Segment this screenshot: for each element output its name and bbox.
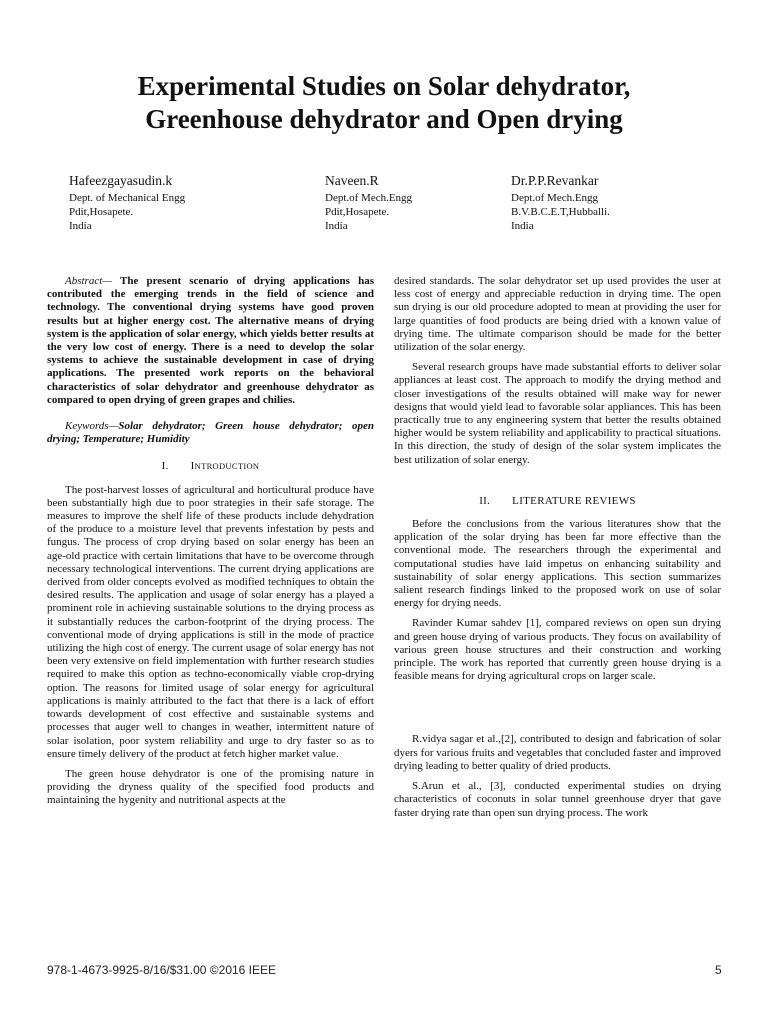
section-heading-literature [394,495,721,508]
left-column [47,275,374,808]
paper-title [40,70,728,136]
keywords [47,420,374,446]
abstract-lead: Abstract— [65,275,113,287]
author-block-1 [69,172,269,233]
title-line-2: Greenhouse dehydrator and Open drying [145,104,623,134]
page-number: 5 [715,963,722,977]
abstract [47,275,374,407]
abstract-body: The present scenario of drying applications has contributed the emerging trends in the field of science and technology. The conventional drying systems have good proven results but at higher energy cost. The alternative means of drying system is the application of solar energy, which yields better results at the very low cost of energy. There is a need to develop the solar systems to achieve the sustainable development in case of drying applications. The presented work reports on the behavioral characteristics of solar dehydrator and greenhouse dehydrator as compared to open drying of green grapes and chilies. [47,275,374,406]
intro-paragraph-2-cont: desired standards. The solar dehydrator set up used provides the user at less cost of energy and appreciable reduction in drying time. The open sun drying is our old procedure adopted to mean at providing the user for large quantities of food products are being dried with a known value of drying time. The ultimate comparison should be made for the better utilization of the solar energy. [394,275,721,354]
author-country: India [325,220,348,232]
footer-isbn: 978-1-4673-9925-8/16/$31.00 ©2016 IEEE [47,963,277,977]
intro-paragraph-3: Several research groups have made substantial efforts to deliver solar appliances at least cost. The approach to modify the drying method and closer investigations of the results obtained will make way for newer designs that would yield lead to favorable solar appliances. This has been practically true to any engineering system that better the results obtained higher would be system reliability and applicability to practical situations. In this direction, the study of design of the solar system implicates the best utilization of solar energy. [394,361,721,466]
author-dept: Dept.of Mech.Engg [511,192,599,204]
lit-paragraph-2: Ravinder Kumar sahdev [1], compared reviews on open sun drying and green house drying of various products. They focus on availability of various green house structures and their construction and working principle. The work has reported that currently green house drying is a feasible means for drying agricultural crops on larger scale. [394,617,721,683]
intro-paragraph-2: The green house dehydrator is one of the promising nature in providing the dryness quality of the specified food products and maintaining the hygenity and nutritional aspects at the [47,767,374,807]
section-title-rest: NTRODUCTION [194,461,260,472]
author-inst: Pdit,Hosapete. [325,206,390,218]
lit-paragraph-4: S.Arun et al., [3], conducted experimental studies on drying characteristics of coconuts in solar tunnel greenhouse dryer that gave faster drying rate than open sun drying process. The work [394,780,721,819]
lit-paragraph-1: Before the conclusions from the various literatures show that the application of the solar drying has been far more effective than the conventional mode. The researchers through the experimental and computational studies have laid impetus on enhancing suitability and sustainability of solar energy applications. This section summarizes salient research findings linked to the proposed work on use of solar energy for drying needs. [394,518,721,610]
author-block-2 [325,172,525,233]
author-country: India [511,220,534,232]
author-dept: Dept. of Mechanical Engg [69,192,186,204]
section-title: LITERATURE REVIEWS [512,494,636,507]
section-title-first: I [190,460,195,473]
author-dept: Dept.of Mech.Engg [325,192,413,204]
intro-paragraph-1: The post-harvest losses of agricultural and horticultural produce have been substantially high due to poor strategies in their safe storage. The measures to improve the shelf life of these products include dehydration of the produce to a moisture level that prevents infestation by pests and fungus. The process of crop drying based on solar energy has been an age-old practice with certain limitations that have to be overcome through necessary technological interventions. The current drying applications are derived from older concepts evolved as modified techniques to obtain the desired results. The application and usage of solar energy has a played a prominent role in achieving sustainable solutions to the drying process as it substantially reduces the carbon-footprint of the drying process. The conventional mode of drying applications is still in the mode of practice utilizing the high cost of energy. The current usage of solar energy has not been very extensive on field implementation with further research studies required to make this option as techno-economically viable crop-drying option. The reasons for limited usage of solar energy for agricultural applications is mainly attributed to the fact that there is a lack of effort towards development of cost effective and sustainable systems and processes that auger well to changes in weather, intermittent nature of solar isolation, poor system reliability and urge to dry faster so as to ensure timely delivery of the product at fetch higher market value. [47,483,374,760]
section-heading-introduction [47,460,374,473]
keywords-lead: Keywords— [65,420,119,433]
author-country: India [69,220,92,232]
author-inst: B.V.B.C.E.T,Hubballi. [511,206,610,218]
right-column [394,275,721,820]
section-number: II. [479,494,491,507]
lit-paragraph-3: R.vidya sagar et al.,[2], contributed to design and fabrication of solar dyers for various fruits and vegetables that concluded faster and improved drying leading to better quality of dried products. [394,733,721,772]
author-name: Dr.P.P.Revankar [511,173,599,188]
author-name: Hafeezgayasudin.k [69,173,173,188]
author-name: Naveen.R [325,173,379,188]
title-line-1: Experimental Studies on Solar dehydrator, [137,71,631,101]
section-number: I. [161,460,169,473]
author-block-3 [511,172,711,233]
author-inst: Pdit,Hosapete. [69,206,134,218]
keywords-body: Solar dehydrator; Green house dehydrator; open drying; Temperature; Humidity [47,420,374,446]
